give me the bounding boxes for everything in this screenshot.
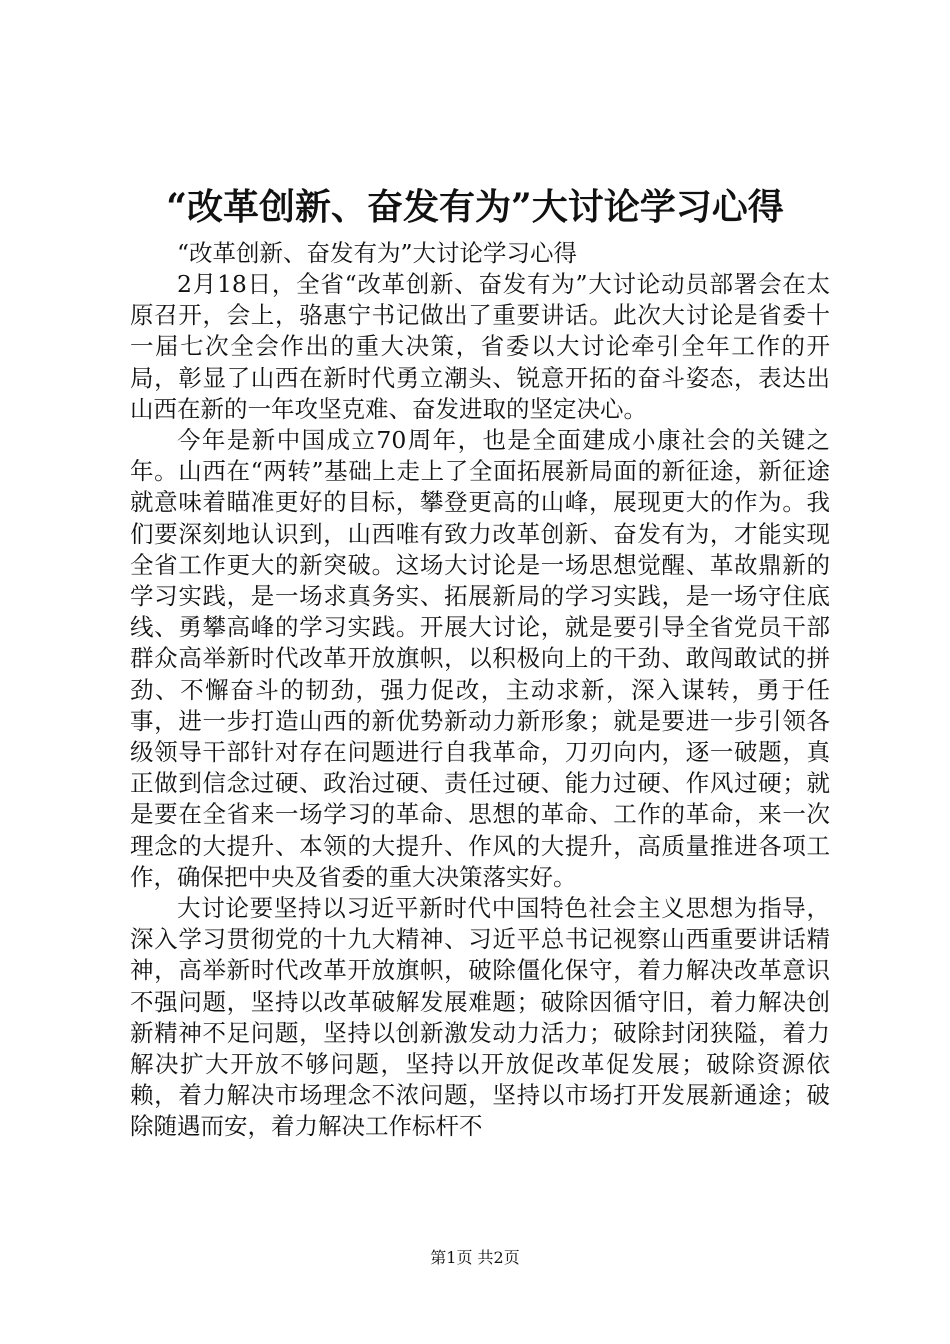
document-title: “改革创新、奋发有为”大讨论学习心得 (166, 186, 784, 228)
paragraph-1: 2月18日，全省“改革创新、奋发有为”大讨论动员部署会在太原召开，会上，骆惠宁书记做出了重要讲话。此次大讨论是省委十一届七次全会作出的重大决策，省委以大讨论牵引全年工作的开局，彰显了山西在新时代勇立潮头、锐意开拓的奋斗姿态，表达出山西在新的一年攻坚克难、奋发进取的坚定决心。 (130, 270, 830, 423)
document-subtitle: “改革创新、奋发有为”大讨论学习心得 (177, 239, 578, 267)
paragraph-2: 今年是新中国成立70周年，也是全面建成小康社会的关键之年。山西在“两转”基础上走上了全面拓展新局面的新征途，新征途就意味着瞄准更好的目标，攀登更高的山峰，展现更大的作为。我们要深刻地认识到，山西唯有致力改革创新、奋发有为，才能实现全省工作更大的新突破。这场大讨论是一场思想觉醒、革故鼎新的学习实践，是一场求真务实、拓展新局的学习实践，是一场守住底线、勇攀高峰的学习实践。开展大讨论，就是要引导全省党员干部群众高举新时代改革开放旗帜，以积极向上的干劲、敢闯敢试的拼劲、不懈奋斗的韧劲，强力促改，主动求新，深入谋转，勇于任事，进一步打造山西的新优势新动力新形象；就是要进一步引领各级领导干部针对存在问题进行自我革命，刀刃向内，逐一破题，真正做到信念过硬、政治过硬、责任过硬、能力过硬、作风过硬；就是要在全省来一场学习的革命、思想的革命、工作的革命，来一次理念的大提升、本领的大提升、作风的大提升，高质量推进各项工作，确保把中央及省委的重大决策落实好。 (130, 426, 830, 891)
page-footer: 第1页 共2页 (430, 1248, 520, 1267)
paragraph-3: 大讨论要坚持以习近平新时代中国特色社会主义思想为指导，深入学习贯彻党的十九大精神、习近平总书记视察山西重要讲话精神，高举新时代改革开放旗帜，破除僵化保守，着力解决改革意识不强问题，坚持以改革破解发展难题；破除因循守旧，着力解决创新精神不足问题，坚持以创新激发动力活力；破除封闭狭隘，着力解决扩大开放不够问题，坚持以开放促改革促发展；破除资源依赖，着力解决市场理念不浓问题，坚持以市场打开发展新通途；破除随遇而安，着力解决工作标杆不 (130, 894, 830, 1141)
document-body (130, 238, 830, 1143)
